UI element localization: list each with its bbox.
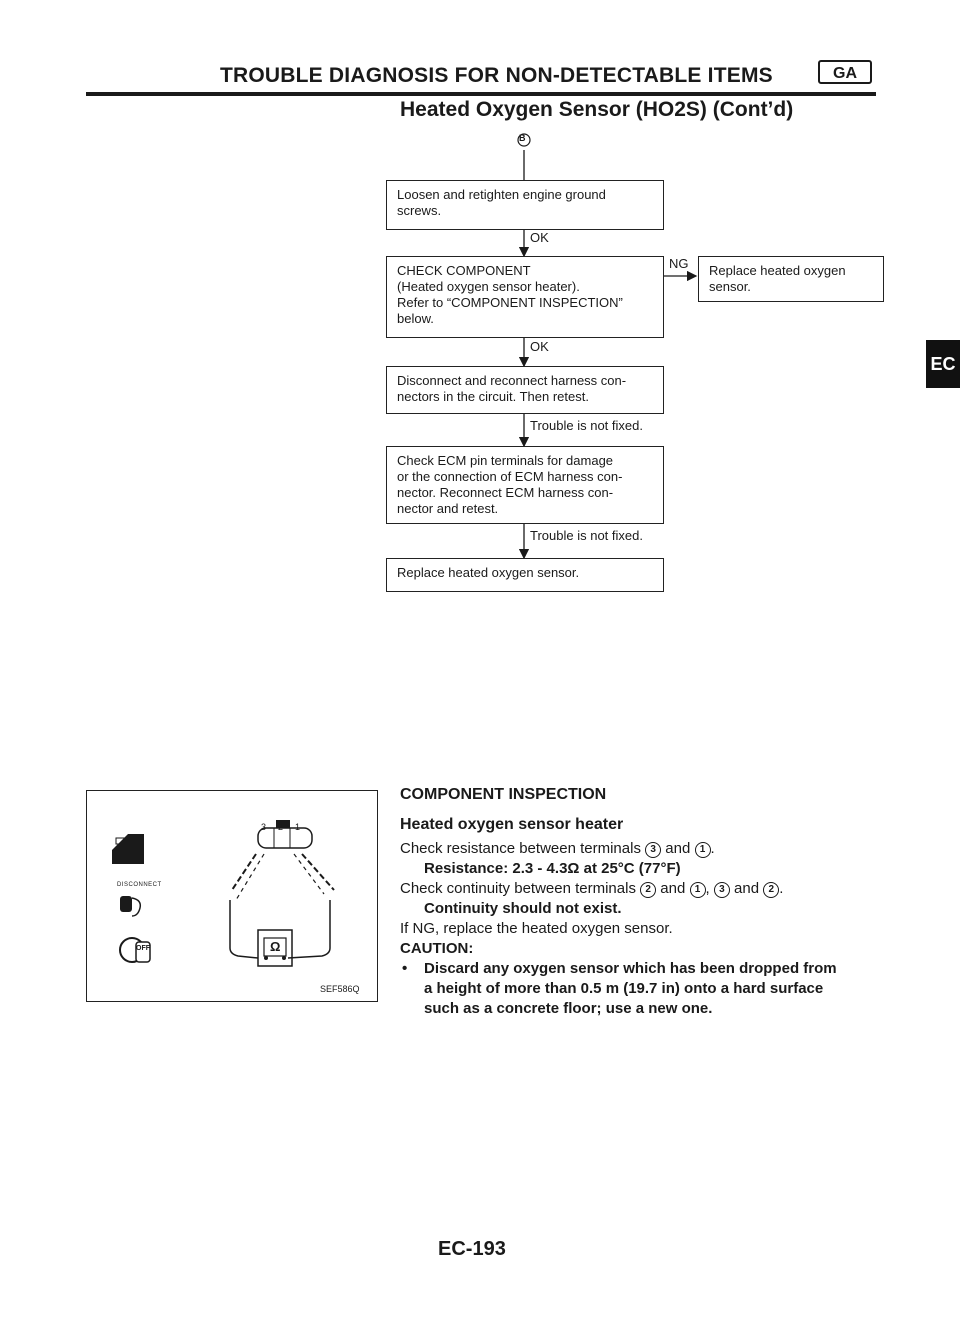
flow-step-4: Check ECM pin terminals for damage or the connection of ECM harness con- nector. Reconnect ECM harness con- nector and retest.: [386, 446, 664, 524]
continuity-check-line: [400, 880, 783, 898]
start-connector-label: B: [519, 133, 526, 143]
terminal-1-marker: 1: [695, 842, 711, 858]
caution-line-1: Discard any oxygen sensor which has been dropped from: [424, 960, 837, 977]
ts-icon: [112, 834, 144, 864]
flow-label-ng: NG: [669, 256, 689, 271]
section-subheading: Heated oxygen sensor heater: [400, 816, 624, 833]
flow-label-not-fixed-1: Trouble is not fixed.: [530, 418, 643, 433]
continuity-spec: Continuity should not exist.: [424, 900, 622, 917]
caution-label: CAUTION:: [400, 940, 474, 957]
section-badge: GA: [818, 60, 872, 84]
period-text: .: [779, 880, 784, 897]
flow-step-3: Disconnect and reconnect harness con- nectors in the circuit. Then retest.: [386, 366, 664, 414]
page-number: EC-193: [438, 1238, 506, 1260]
flow-label-not-fixed-2: Trouble is not fixed.: [530, 528, 643, 543]
sensor-connector: [258, 820, 312, 848]
figure-drawing: [86, 790, 378, 1002]
and-text: and: [665, 840, 691, 857]
flow-step-2: CHECK COMPONENT (Heated oxygen sensor heater). Refer to “COMPONENT INSPECTION” below.: [386, 256, 664, 338]
resistance-check-text: Check resistance between terminals: [400, 840, 641, 857]
connector-pin-1: 1: [295, 822, 301, 832]
and-text: and: [734, 880, 760, 897]
off-label: OFF: [136, 945, 150, 952]
caution-bullet: •: [402, 960, 408, 977]
caution-line-3: such as a concrete floor; use a new one.: [424, 1000, 713, 1017]
caution-line-2: a height of more than 0.5 m (19.7 in) onto a hard surface: [424, 980, 824, 997]
continuity-check-text: Check continuity between terminals: [400, 880, 636, 897]
flow-label-ok-1: OK: [530, 230, 549, 245]
terminal-2-marker: 2: [763, 882, 779, 898]
disconnect-label: DISCONNECT: [117, 882, 162, 888]
ts-label: T.S.: [150, 851, 164, 860]
meter-leads: [230, 854, 334, 958]
resistance-spec: Resistance: 2.3 - 4.3Ω at 25°C (77°F): [424, 860, 681, 877]
figure-code: SEF586Q: [320, 984, 360, 994]
terminal-1-marker: 1: [690, 882, 706, 898]
connector-pin-3: 3: [261, 822, 267, 832]
ng-instruction: If NG, replace the heated oxygen sensor.: [400, 920, 673, 937]
ohmmeter-symbol: Ω: [270, 939, 281, 954]
resistance-check-line: [400, 840, 715, 858]
disconnect-icon: [120, 896, 140, 916]
comma-text: ,: [705, 880, 710, 897]
connector-pin-2: 2: [278, 822, 284, 832]
flow-ng-action: Replace heated oxygen sensor.: [698, 256, 884, 302]
terminal-2-marker: 2: [640, 882, 656, 898]
terminal-3-marker: 3: [714, 882, 730, 898]
and-text: and: [660, 880, 686, 897]
period-text: .: [710, 840, 715, 857]
flow-step-5: Replace heated oxygen sensor.: [386, 558, 664, 592]
terminal-3-marker: 3: [645, 842, 661, 858]
flow-step-1: Loosen and retighten engine ground screws.: [386, 180, 664, 230]
section-heading: COMPONENT INSPECTION: [400, 786, 607, 803]
page-subtitle: Heated Oxygen Sensor (HO2S) (Cont’d): [400, 98, 794, 121]
page-title: TROUBLE DIAGNOSIS FOR NON-DETECTABLE ITEMS: [220, 64, 773, 87]
flow-label-ok-2: OK: [530, 339, 549, 354]
section-tab: EC: [926, 340, 960, 388]
